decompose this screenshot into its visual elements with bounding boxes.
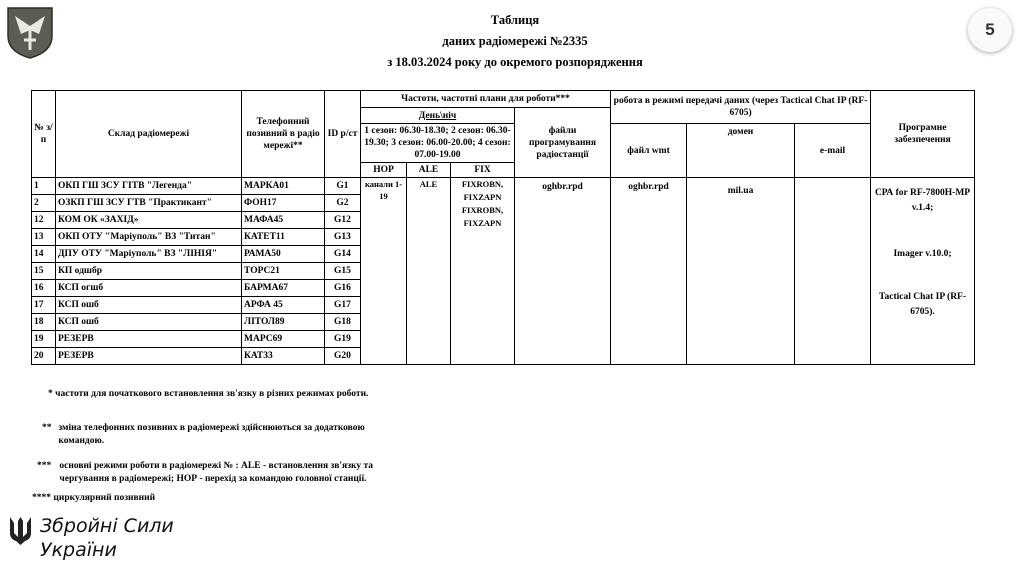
row-name: КСП ошб (56, 314, 242, 331)
radio-network-table (31, 90, 975, 365)
row-name: КП одшбр (56, 263, 242, 280)
programming-file: oghbr.rpd (515, 178, 611, 365)
footnote-3-text: основні режими роботи в радіомережі № : ALE - встановлення зв'язку та чергування в радіомережі; НОР - перехід за командою головної станції. (59, 461, 374, 484)
row-id: G20 (325, 348, 361, 365)
footnote-3-mark: *** (37, 461, 52, 471)
footnote-3 (37, 460, 404, 486)
header-frequency-group: Частоти, частотні плани для роботи*** (361, 91, 611, 108)
row-num: 12 (32, 212, 56, 229)
wmt-file: oghbr.rpd (611, 178, 687, 365)
row-name: ОКП ГШ ЗСУ ГІТВ "Легенда" (56, 178, 242, 195)
document-title (300, 10, 730, 73)
row-id: G17 (325, 297, 361, 314)
footnote-4 (32, 492, 155, 505)
header-id: ID р/ст (325, 91, 361, 178)
header-callsign: Телефонний позивний в радіо мережі** (242, 91, 325, 178)
header-wmt-file: файл wmt (611, 124, 687, 178)
footnote-4-text: циркулярний позивний (53, 493, 156, 503)
row-id: G18 (325, 314, 361, 331)
row-callsign: ФОН17 (242, 195, 325, 212)
footer-armed-forces-text (40, 514, 174, 562)
row-num: 14 (32, 246, 56, 263)
footnote-1-text: частоти для початкового встановлення зв'язку в різних режимах роботи. (55, 389, 369, 399)
header-software: Програмне забезпечення (871, 91, 975, 178)
footer-line-2: України (40, 539, 117, 561)
software-cell (871, 178, 975, 365)
row-num: 1 (32, 178, 56, 195)
title-line-1: Таблиця (490, 13, 540, 27)
row-num: 13 (32, 229, 56, 246)
row-callsign: ТОРС21 (242, 263, 325, 280)
software-sra: СРА for RF-7800H-MP v.1.4; (874, 188, 971, 213)
page-number-badge: 5 (968, 8, 1012, 52)
row-name: ОЗКП ГШ ЗСУ ГТВ "Практикант" (56, 195, 242, 212)
footnote-2 (42, 422, 398, 448)
hop-channels: канали 1-19 (361, 178, 407, 365)
row-num: 20 (32, 348, 56, 365)
row-id: G15 (325, 263, 361, 280)
row-callsign: БАРМА67 (242, 280, 325, 297)
row-num: 18 (32, 314, 56, 331)
header-email: e-mail (795, 124, 871, 178)
row-name: ДПУ ОТУ "Маріуполь" ВЗ "ЛІНІЯ" (56, 246, 242, 263)
ale-value: ALE (407, 178, 451, 365)
row-callsign: МАРС69 (242, 331, 325, 348)
footnote-1-mark: * (48, 389, 53, 399)
fix-value: FIXROBN, FIXZAPN FIXROBN, FIXZAPN (451, 178, 515, 365)
row-callsign: МАФА45 (242, 212, 325, 229)
title-line-2: даних радіомережі №2335 (442, 34, 588, 48)
header-composition: Склад радіомережі (56, 91, 242, 178)
header-seasons: 1 сезон: 06.30-18.30; 2 сезон: 06.30-19.30; 3 сезон: 06.00-20.00; 4 сезон: 07.00-19.00 (361, 124, 515, 163)
header-programming-files: файли програмування радіостанції (515, 108, 611, 178)
email-value (795, 178, 871, 365)
row-name: КСП ошб (56, 297, 242, 314)
trident-icon (8, 515, 33, 547)
footnote-4-mark: **** (32, 493, 51, 503)
row-name: РЕЗЕРВ (56, 348, 242, 365)
row-num: 15 (32, 263, 56, 280)
row-callsign: МАРКА01 (242, 178, 325, 195)
software-imager: Imager v.10.0; (893, 249, 952, 259)
header-domain: домен (687, 124, 795, 178)
row-num: 19 (32, 331, 56, 348)
header-hop: НОР (361, 163, 407, 178)
footnote-2-text: зміна телефонних позивних в радіомережі здійснюються за додатковою командою. (58, 423, 365, 446)
row-name: КСП огшб (56, 280, 242, 297)
software-tactical-chat: Tactical Chat IP (RF-6705). (879, 292, 967, 317)
armed-forces-emblem-icon (6, 6, 54, 60)
row-name: РЕЗЕРВ (56, 331, 242, 348)
row-id: G13 (325, 229, 361, 246)
header-fix: FIX (451, 163, 515, 178)
row-callsign: АРФА 45 (242, 297, 325, 314)
footnote-2-mark: ** (42, 423, 52, 433)
row-callsign: КАТ33 (242, 348, 325, 365)
header-ale: ALE (407, 163, 451, 178)
row-num: 16 (32, 280, 56, 297)
footer-line-1: Збройні Сили (40, 515, 174, 537)
row-id: G19 (325, 331, 361, 348)
table-row (32, 178, 975, 195)
title-line-3: з 18.03.2024 року до окремого розпорядження (387, 55, 643, 69)
row-id: G2 (325, 195, 361, 212)
row-callsign: РАМА50 (242, 246, 325, 263)
row-id: G14 (325, 246, 361, 263)
row-id: G16 (325, 280, 361, 297)
row-name: КОМ ОК «ЗАХІД» (56, 212, 242, 229)
row-id: G12 (325, 212, 361, 229)
row-num: 17 (32, 297, 56, 314)
domain-value: mil.ua (687, 178, 795, 365)
row-num: 2 (32, 195, 56, 212)
header-num: № з/п (32, 91, 56, 178)
header-day-night: День\ніч (361, 108, 515, 124)
row-id: G1 (325, 178, 361, 195)
footnote-1 (48, 388, 368, 401)
row-callsign: КАТЕТ11 (242, 229, 325, 246)
row-name: ОКП ОТУ "Маріуполь" ВЗ "Титан" (56, 229, 242, 246)
header-data-transfer: робота в режимі передачі даних (через Tactical Chat IP (RF-6705) (611, 91, 871, 124)
row-callsign: ЛІТОЛ89 (242, 314, 325, 331)
